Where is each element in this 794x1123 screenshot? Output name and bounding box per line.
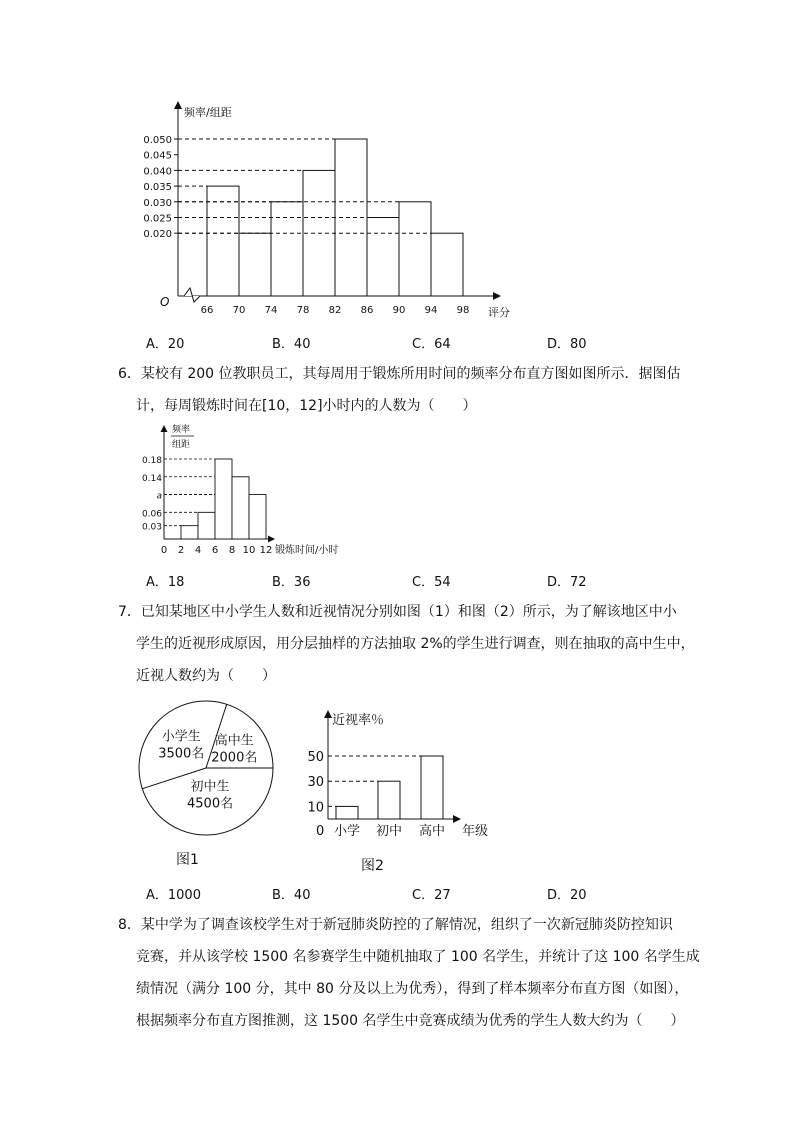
y-axis-label-bottom: 组距	[172, 440, 191, 450]
y-tick-label: 0.18	[141, 456, 162, 466]
y-tick-label: 0.025	[143, 213, 172, 225]
option-c[interactable]: C．54	[412, 575, 451, 590]
question-6-line-1: 6．某校有 200 位教职员工，其每周用于锻炼所用时间的频率分布直方图如图所示．据图估	[118, 366, 681, 382]
pie-slice-name: 小学生	[161, 729, 201, 745]
x-axis-label: 年级	[462, 824, 489, 839]
x-tick-label: 高中	[418, 824, 446, 839]
y-tick-label: 0.040	[143, 166, 172, 178]
x-tick-label: 8	[228, 545, 236, 556]
x-tick-label: 2	[177, 545, 185, 556]
x-tick-label: 4	[194, 545, 202, 556]
y-axis-label-top: 频率	[172, 425, 191, 435]
question-8-line-4: 根据频率分布直方图推测，这 1500 名学生中竞赛成绩为优秀的学生人数大约为（ ）	[136, 1013, 685, 1029]
student-count-pie	[136, 698, 276, 838]
q5-options	[146, 333, 706, 353]
option-c[interactable]: C．27	[412, 888, 451, 903]
histogram-bar	[367, 218, 399, 297]
bar	[336, 806, 358, 819]
x-tick-label: 98	[456, 305, 470, 316]
option-a[interactable]: A．20	[146, 337, 185, 352]
exercise-histogram	[138, 424, 378, 564]
question-7-line-1: 7．已知某地区中小学生人数和近视情况分别如图（1）和图（2）所示，为了解该地区中小	[118, 604, 677, 620]
x-tick-label: 94	[424, 305, 438, 316]
histogram-bar	[232, 477, 249, 539]
option-a[interactable]: A．18	[146, 575, 185, 590]
histogram-bar	[271, 202, 303, 296]
pie-slice-name: 高中生	[214, 733, 254, 749]
question-7	[118, 596, 695, 692]
x-tick-label: 小学	[333, 824, 361, 839]
y-tick-label: 0.06	[141, 509, 162, 520]
x-tick-label: 78	[296, 305, 310, 316]
score-histogram	[130, 98, 530, 323]
y-tick-label: 30	[307, 775, 324, 791]
option-d[interactable]: D．72	[547, 575, 587, 590]
option-a[interactable]: A．1000	[146, 888, 201, 903]
question-6	[118, 358, 688, 422]
question-8-line-1: 8．某中学为了调查该校学生对于新冠肺炎防控的了解情况，组织了一次新冠肺炎防控知识	[118, 917, 673, 933]
question-6-line-2: 计，每周锻炼时间在[10，12]小时内的人数为（ ）	[136, 398, 477, 414]
x-tick-label: 74	[264, 305, 278, 316]
pie-slice-value: 3500名	[158, 746, 205, 762]
origin-label: O	[160, 295, 170, 309]
question-7-line-3: 近视人数约为（ ）	[136, 668, 276, 684]
x-tick-label: 70	[232, 305, 246, 316]
y-tick-label: 0.045	[143, 150, 172, 162]
y-axis-label: 频率/组距	[184, 106, 232, 119]
x-tick-label: 6	[211, 545, 219, 556]
option-d[interactable]: D．20	[547, 888, 587, 903]
histogram-bar	[207, 186, 239, 296]
y-tick-label: 0.020	[143, 229, 172, 241]
option-b[interactable]: B．40	[272, 888, 311, 903]
axis-break-icon	[184, 288, 200, 302]
x-tick-label: 82	[328, 305, 342, 316]
y-tick-label: 0.030	[143, 197, 172, 209]
bar	[378, 781, 400, 819]
x-axis-label: 锻炼时间/小时	[275, 545, 339, 556]
pie-slice-value: 2000名	[211, 750, 258, 766]
histogram-bar	[215, 459, 232, 539]
q6-options	[146, 571, 706, 591]
pie-slice-name: 初中生	[190, 779, 230, 795]
y-axis-label: 近视率％	[332, 713, 385, 728]
x-tick-label: 66	[200, 305, 214, 316]
x-axis-label: 评分	[488, 306, 510, 319]
pie-slice-value: 4500名	[187, 796, 234, 812]
figure-1-caption: 图1	[176, 852, 199, 868]
x-tick-label: 0	[160, 545, 168, 556]
y-tick-label: 0.050	[143, 135, 172, 146]
histogram-bar	[181, 526, 198, 539]
question-7-line-2: 学生的近视形成原因，用分层抽样的方法抽取 2%的学生进行调查，则在抽取的高中生中，	[136, 636, 695, 652]
x-tick-label: 初中	[375, 824, 403, 839]
y-tick-label: a	[156, 491, 162, 502]
y-tick-label: 0.03	[141, 522, 162, 533]
question-8-line-3: 绩情况（满分 100 分，其中 80 分及以上为优秀），得到了样本频率分布直方图（如图），	[136, 981, 689, 997]
x-tick-label: 12	[259, 545, 273, 556]
myopia-rate-bar-chart	[306, 706, 502, 846]
y-tick-label: 0.14	[141, 473, 162, 484]
y-tick-label: 0.035	[143, 182, 172, 194]
histogram-bar	[399, 202, 431, 296]
histogram-bar	[431, 233, 463, 296]
q7-options	[146, 884, 706, 904]
question-8	[118, 909, 700, 1037]
histogram-bar	[239, 233, 271, 296]
figure-2-caption: 图2	[361, 858, 384, 874]
origin-label: 0	[316, 824, 325, 839]
histogram-bar	[198, 512, 215, 539]
option-d[interactable]: D．80	[547, 337, 587, 352]
option-c[interactable]: C．64	[412, 337, 451, 352]
y-tick-label: 50	[307, 750, 324, 765]
x-tick-label: 10	[242, 545, 256, 556]
question-8-line-2: 竞赛，并从该学校 1500 名参赛学生中随机抽取了 100 名学生，并统计了这 100 名学生成	[136, 949, 700, 965]
x-tick-label: 90	[392, 305, 406, 316]
y-tick-label: 10	[307, 800, 324, 816]
option-b[interactable]: B．36	[272, 575, 311, 590]
option-b[interactable]: B．40	[272, 337, 311, 352]
x-tick-label: 86	[360, 305, 374, 316]
histogram-bar	[249, 495, 266, 539]
bar	[421, 756, 443, 819]
